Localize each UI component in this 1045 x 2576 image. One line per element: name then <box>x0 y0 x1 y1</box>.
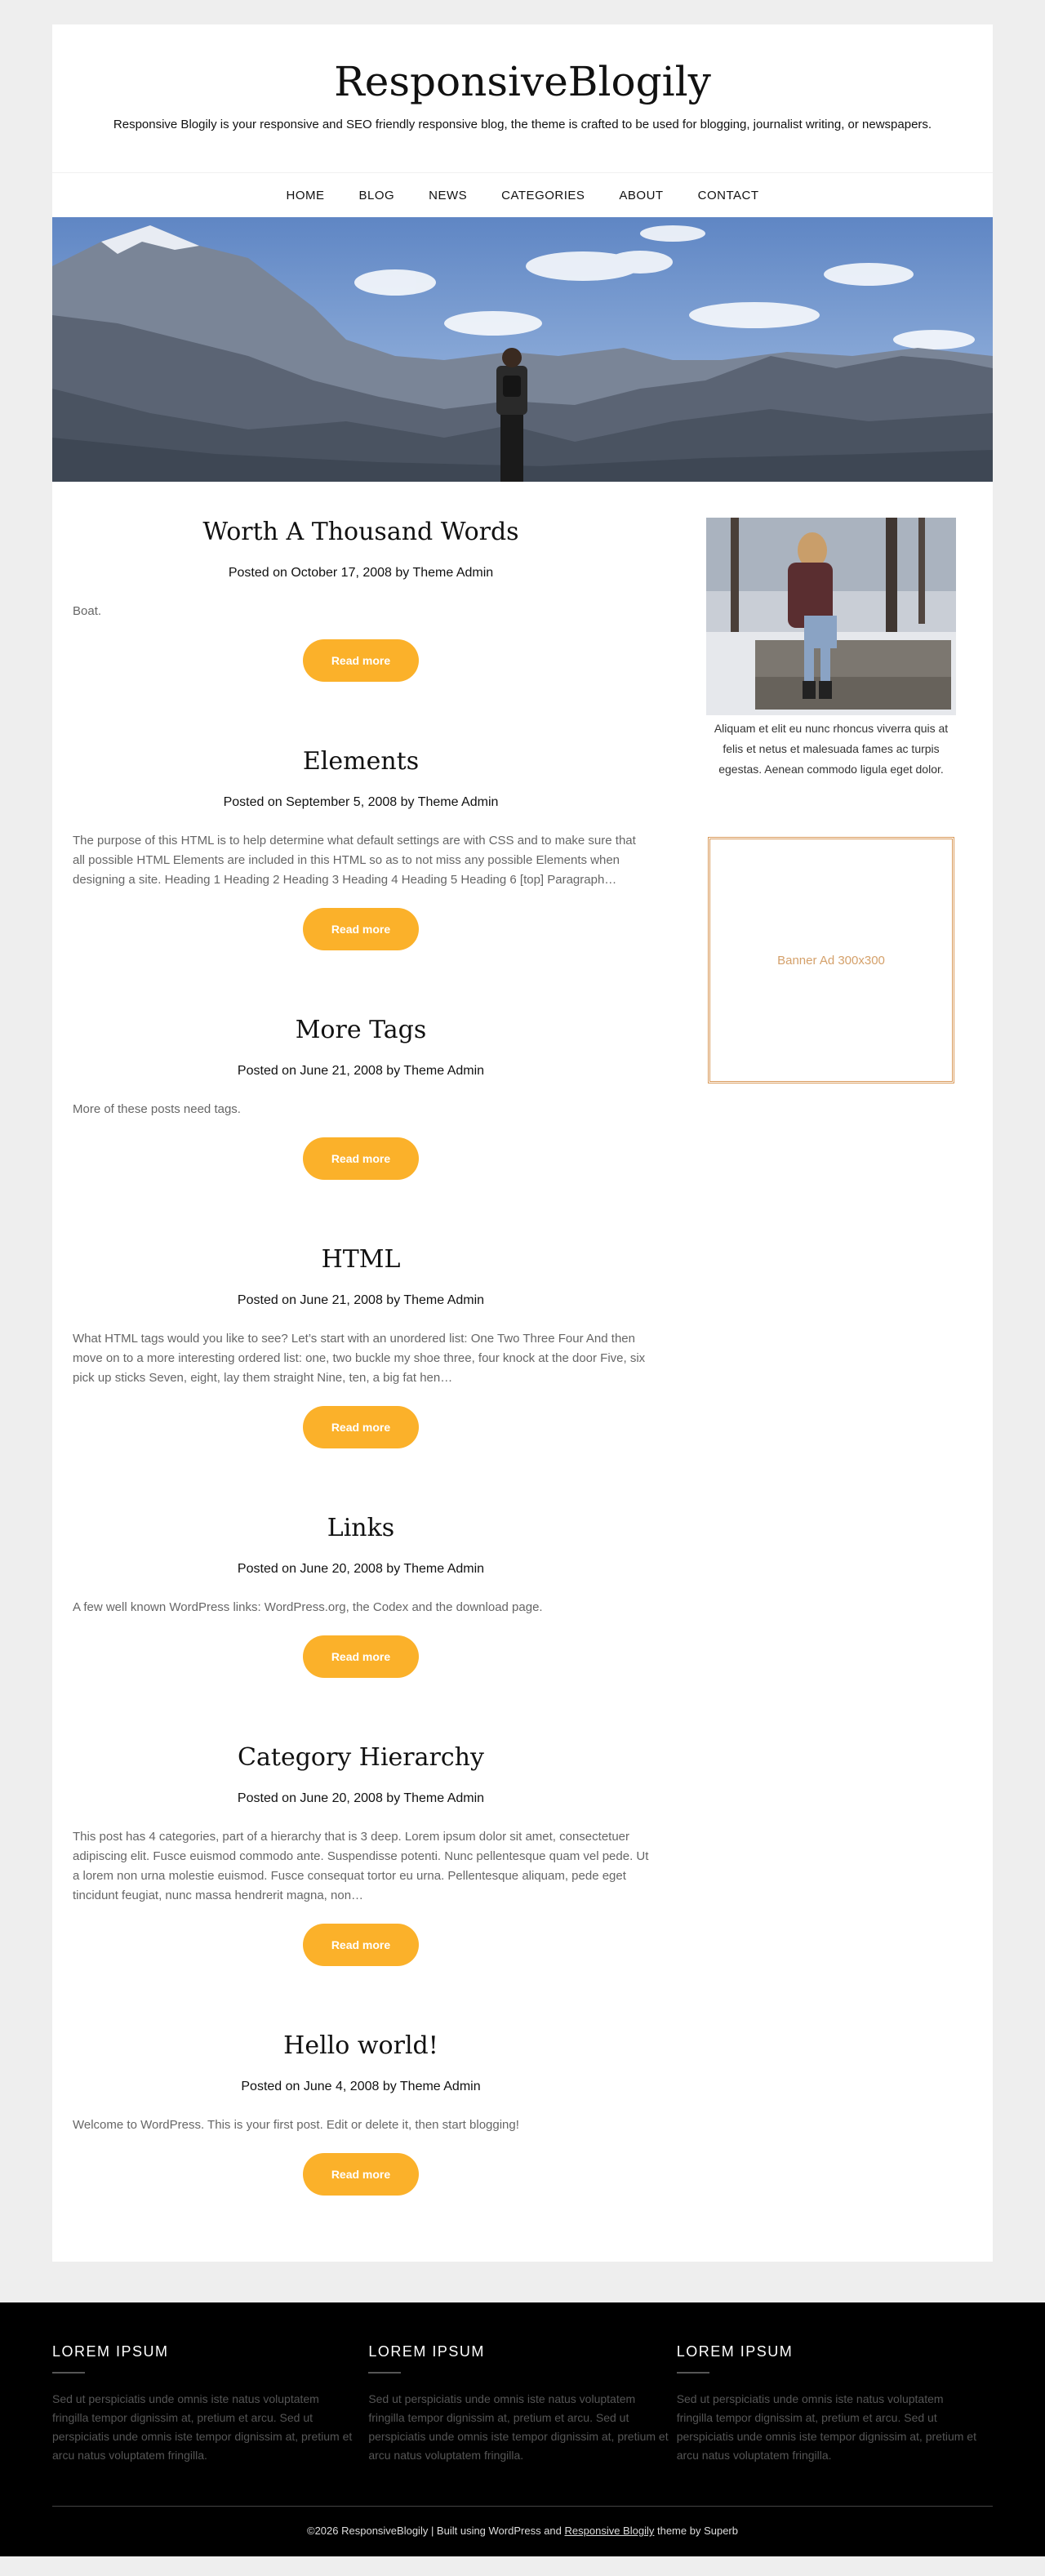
sidebar <box>669 518 993 2261</box>
post-meta: Posted on June 20, 2008 by Theme Admin <box>237 1562 485 1576</box>
post-excerpt: What HTML tags would you like to see? Let’s start with an unordered list: One Two Three Four And then move on to a more interesting ordered list: one, two buckle my shoe three, four knock at the door Five, six pick up sticks Seven, eight, lay them straight Nine, ten, a big fat hen… <box>73 1332 646 1385</box>
post-list <box>52 518 669 2261</box>
nav-item-news[interactable]: NEWS <box>429 188 468 202</box>
read-more-button[interactable]: Read more <box>303 1924 419 1966</box>
post-meta: Posted on September 5, 2008 by Theme Admin <box>223 795 499 809</box>
site-title[interactable]: ResponsiveBlogily <box>334 58 711 105</box>
nav-item-blog[interactable]: BLOG <box>358 188 395 202</box>
sidebar-caption: Aliquam et elit eu nunc rhoncus viverra quis at felis et netus et malesuada fames ac turpis egestas. Aenean commodo ligula eget dolor. <box>714 722 949 776</box>
hiker-figure <box>496 348 527 482</box>
post-entry <box>73 747 649 950</box>
nav-item-contact[interactable]: CONTACT <box>697 188 759 202</box>
post-entry <box>73 1514 649 1678</box>
post-meta: Posted on October 17, 2008 by Theme Admin <box>228 566 494 580</box>
post-title[interactable]: Elements <box>302 747 420 776</box>
hero-mountain-illustration <box>52 217 993 482</box>
post-excerpt: This post has 4 categories, part of a hierarchy that is 3 deep. Lorem ipsum dolor sit amet, consectetuer adipiscing elit. Fusce euismod commodo ante. Suspendisse potenti. Nunc pellentesque quam vel pede. Ut a lorem non urna molestie euismod. Fusce consequat tortor eu urna. Pellentesque aliquam, pede eget tincidunt feugiat, nunc massa hendrerit magna, non… <box>73 1830 649 1902</box>
post-excerpt: More of these posts need tags. <box>73 1102 241 1116</box>
read-more-button[interactable]: Read more <box>303 908 419 950</box>
footer-text: Sed ut perspiciatis unde omnis iste natus voluptatem fringilla tempor dignissim at, pretium et arcu. Sed ut perspiciatis unde omnis iste tempor dignissim at, pretium et arcu natus voluptatem fringilla. <box>52 2392 353 2462</box>
footer-text: Sed ut perspiciatis unde omnis iste natus voluptatem fringilla tempor dignissim at, pretium et arcu. Sed ut perspiciatis unde omnis iste tempor dignissim at, pretium et arcu natus voluptatem fringilla. <box>368 2392 669 2462</box>
post-meta: Posted on June 20, 2008 by Theme Admin <box>237 1791 485 1805</box>
post-entry <box>73 518 649 682</box>
banner-ad-label: Banner Ad 300x300 <box>777 953 885 968</box>
banner-ad[interactable] <box>708 837 954 1083</box>
main-nav <box>52 172 993 217</box>
copyright-prefix: ©2026 ResponsiveBlogily | Built using WordPress and <box>307 2525 562 2537</box>
post-excerpt: A few well known WordPress links: WordPress.org, the Codex and the download page. <box>73 1600 543 1614</box>
post-title[interactable]: HTML <box>321 1245 401 1274</box>
footer-columns <box>52 2343 993 2465</box>
read-more-button[interactable]: Read more <box>303 1635 419 1678</box>
sidebar-photo <box>706 518 956 715</box>
nav-item-categories[interactable]: CATEGORIES <box>501 188 585 202</box>
post-entry <box>73 1743 649 1966</box>
post-title[interactable]: Hello world! <box>283 2031 438 2060</box>
footer-column <box>677 2343 993 2465</box>
footer-heading: LOREM IPSUM <box>368 2343 485 2360</box>
post-title[interactable]: Links <box>327 1514 395 1542</box>
post-entry <box>73 2031 649 2196</box>
footer-copyright <box>52 2506 993 2556</box>
read-more-button[interactable]: Read more <box>303 2153 419 2196</box>
post-meta: Posted on June 4, 2008 by Theme Admin <box>241 2080 481 2093</box>
footer-column <box>52 2343 368 2465</box>
footer-text: Sed ut perspiciatis unde omnis iste natus voluptatem fringilla tempor dignissim at, pretium et arcu. Sed ut perspiciatis unde omnis iste tempor dignissim at, pretium et arcu natus voluptatem fringilla. <box>676 2392 976 2462</box>
footer-divider <box>52 2372 85 2374</box>
read-more-button[interactable]: Read more <box>303 1406 419 1448</box>
theme-link[interactable]: Responsive Blogily <box>564 2525 655 2537</box>
site-footer <box>0 2302 1045 2556</box>
footer-divider <box>368 2372 401 2374</box>
footer-divider <box>677 2372 709 2374</box>
post-excerpt: Boat. <box>73 604 102 618</box>
nav-item-home[interactable]: HOME <box>286 188 325 202</box>
post-entry <box>73 1245 649 1448</box>
post-meta: Posted on June 21, 2008 by Theme Admin <box>237 1064 485 1078</box>
copyright-suffix: theme by Superb <box>656 2525 738 2537</box>
post-excerpt: Welcome to WordPress. This is your first post. Edit or delete it, then start blogging! <box>73 2118 519 2132</box>
post-excerpt: The purpose of this HTML is to help determine what default settings are with CSS and to make sure that all possible HTML Elements are included in this HTML so as to not miss any possible Elements when designing a site. Heading 1 Heading 2 Heading 3 Heading 4 Heading 5 Heading 6 [top] Paragraph… <box>73 834 636 887</box>
nav-item-about[interactable]: ABOUT <box>619 188 664 202</box>
site-header <box>52 24 993 172</box>
footer-column <box>368 2343 676 2465</box>
hero-image <box>52 217 993 482</box>
page-container <box>52 24 993 2262</box>
post-title[interactable]: Worth A Thousand Words <box>202 518 519 546</box>
content-area <box>52 482 993 2261</box>
post-meta: Posted on June 21, 2008 by Theme Admin <box>237 1293 485 1307</box>
footer-heading: LOREM IPSUM <box>676 2343 794 2360</box>
read-more-button[interactable]: Read more <box>303 1137 419 1180</box>
site-tagline: Responsive Blogily is your responsive and SEO friendly responsive blog, the theme is crafted to be used for blogging, journalist writing, or newspapers. <box>113 118 932 131</box>
footer-heading: LOREM IPSUM <box>52 2343 169 2360</box>
post-title[interactable]: Category Hierarchy <box>238 1743 484 1772</box>
post-title[interactable]: More Tags <box>295 1016 427 1044</box>
post-entry <box>73 1016 649 1180</box>
read-more-button[interactable]: Read more <box>303 639 419 682</box>
